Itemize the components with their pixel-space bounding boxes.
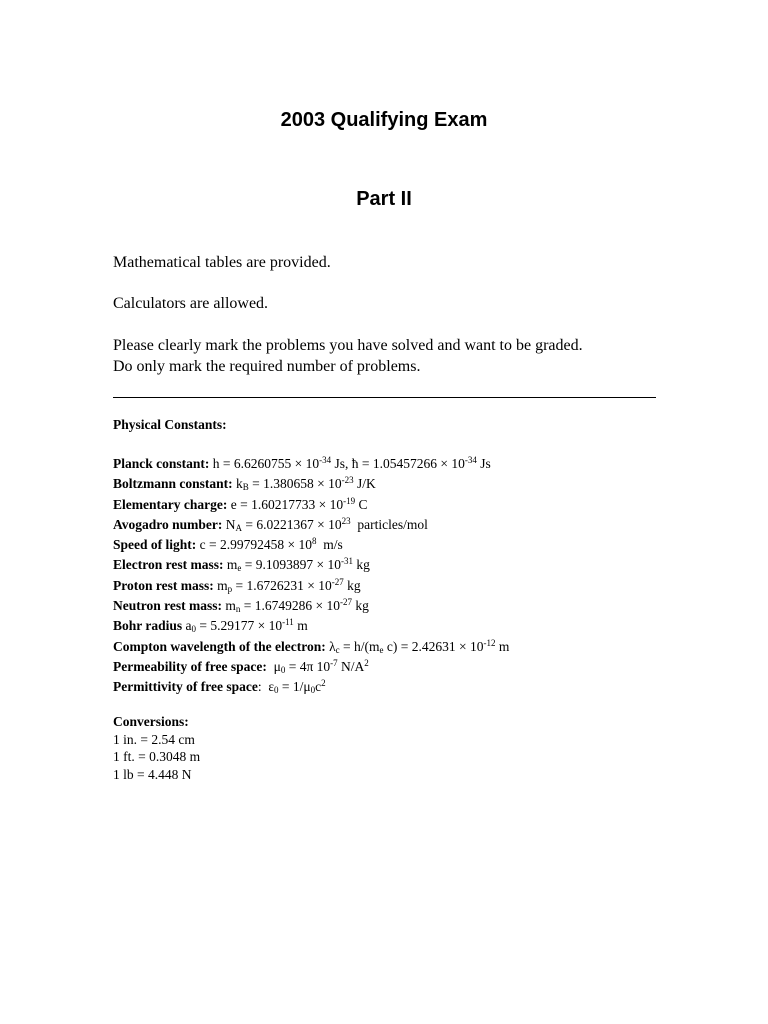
- constants-heading: Physical Constants:: [113, 417, 227, 432]
- constants-list: [113, 454, 509, 698]
- exponent: -31: [340, 556, 353, 567]
- constant-unit: kg: [352, 598, 369, 614]
- constant-value: c = 2.99792458 × 10: [196, 537, 312, 553]
- exponent: -23: [341, 475, 354, 486]
- subscript: 0: [191, 624, 197, 635]
- constant-symbol: m: [213, 577, 228, 593]
- constant-value: = h/(m: [339, 638, 380, 654]
- constant-neutron-mass: [113, 596, 509, 616]
- constant-planck: [113, 454, 509, 474]
- constant-label: Boltzmann constant:: [113, 476, 233, 492]
- instruction-marking: [113, 335, 583, 377]
- subscript: A: [235, 522, 243, 533]
- conversion-inch: 1 in. = 2.54 cm: [113, 731, 195, 747]
- instruction-marking-line2: Do only mark the required number of problems.: [113, 358, 421, 375]
- constant-symbol: a: [182, 618, 192, 634]
- constant-unit: Js: [476, 456, 491, 471]
- constant-symbol: N: [222, 516, 236, 532]
- constant-label: Permittivity of free space: [113, 679, 258, 695]
- constant-label: Neutron rest mass:: [113, 598, 222, 614]
- constant-label: Electron rest mass:: [113, 557, 224, 573]
- constant-compton-wavelength: [113, 637, 509, 657]
- exponent: 2: [321, 678, 326, 689]
- constant-value: Js, ħ = 1.05457266 × 10: [331, 456, 465, 471]
- constant-label: Proton rest mass:: [113, 577, 214, 593]
- constant-unit: J/K: [353, 476, 376, 492]
- constant-permeability: [113, 657, 509, 677]
- exponent: -27: [340, 597, 352, 608]
- subscript: B: [242, 482, 249, 493]
- exponent: 8: [312, 536, 317, 547]
- conversion-pound: 1 lb = 4.448 N: [113, 766, 192, 782]
- conversion-foot: 1 ft. = 0.3048 m: [113, 749, 201, 764]
- constant-speed-of-light: [113, 535, 509, 555]
- constant-value: = 6.0221367 × 10: [242, 516, 342, 532]
- constant-value: c: [315, 679, 322, 695]
- subscript: 0: [273, 685, 279, 696]
- constant-unit: C: [355, 496, 368, 512]
- constant-bohr-radius: [113, 616, 509, 636]
- conversions-section: [113, 713, 200, 783]
- exponent: -7: [330, 657, 338, 668]
- constant-unit: m: [495, 638, 510, 654]
- constant-value: = 5.29177 × 10: [196, 618, 283, 634]
- constant-value: = 1.380658 × 10: [248, 476, 342, 492]
- subscript: 0: [280, 664, 286, 675]
- part-title: Part II: [356, 188, 412, 210]
- constant-elementary-charge: [113, 495, 509, 515]
- constant-value: = 1/μ: [278, 679, 311, 695]
- constant-value: h = 6.6260755 × 10: [209, 456, 320, 471]
- constant-symbol: λ: [325, 638, 336, 654]
- constant-unit: kg: [352, 557, 370, 573]
- subscript: 0: [310, 685, 316, 696]
- exponent: -11: [282, 617, 294, 628]
- subscript: n: [235, 604, 241, 615]
- constant-label: Compton wavelength of the electron:: [113, 638, 326, 654]
- subscript: e: [237, 563, 242, 574]
- constant-label: Speed of light:: [113, 537, 197, 553]
- constant-value: = 4π 10: [285, 658, 331, 674]
- exponent: -27: [331, 576, 344, 587]
- instruction-tables: Mathematical tables are provided.: [113, 254, 331, 271]
- exam-title: 2003 Qualifying Exam: [280, 109, 488, 131]
- exponent: 2: [364, 657, 369, 668]
- subscript: p: [227, 583, 233, 594]
- constant-value: = 1.6726231 × 10: [232, 577, 332, 593]
- constant-label: Avogadro number:: [113, 516, 223, 532]
- constant-unit: m/s: [316, 537, 343, 553]
- constant-value: = 9.1093897 × 10: [241, 557, 341, 573]
- constant-value: = 1.6749286 × 10: [240, 598, 340, 614]
- constant-avogadro: [113, 515, 509, 535]
- constant-unit: m: [293, 618, 308, 634]
- exponent: -19: [343, 495, 356, 506]
- subscript: c: [335, 644, 340, 655]
- constant-symbol: m: [223, 557, 238, 573]
- constant-unit: N/A: [337, 658, 365, 674]
- constant-label: Bohr radius: [113, 618, 183, 634]
- constant-boltzmann: [113, 474, 509, 494]
- constant-symbol: : ε: [257, 679, 274, 695]
- exponent: 23: [341, 515, 351, 526]
- divider-line: [113, 397, 656, 398]
- constant-permittivity: [113, 677, 509, 697]
- constant-symbol: m: [222, 598, 236, 614]
- constant-label: Planck constant:: [113, 456, 210, 471]
- exponent: -34: [464, 455, 477, 465]
- constant-value: c) = 2.42631 × 10: [383, 638, 484, 654]
- constant-symbol: k: [232, 476, 243, 492]
- instruction-marking-line1: Please clearly mark the problems you have solved and want to be graded.: [113, 337, 583, 354]
- constant-value: e = 1.60217733 × 10: [227, 496, 344, 512]
- exponent: -34: [319, 455, 332, 465]
- constant-label: Permeability of free space:: [113, 658, 267, 674]
- constant-proton-mass: [113, 576, 509, 596]
- constant-label: Elementary charge:: [113, 496, 228, 512]
- constant-unit: particles/mol: [350, 516, 428, 532]
- exponent: -12: [483, 637, 496, 648]
- constant-electron-mass: [113, 555, 509, 575]
- instruction-calculators: Calculators are allowed.: [113, 295, 269, 312]
- conversions-heading: Conversions:: [113, 714, 189, 729]
- constant-symbol: μ: [266, 658, 281, 674]
- subscript: e: [379, 644, 384, 655]
- constant-unit: kg: [343, 577, 361, 593]
